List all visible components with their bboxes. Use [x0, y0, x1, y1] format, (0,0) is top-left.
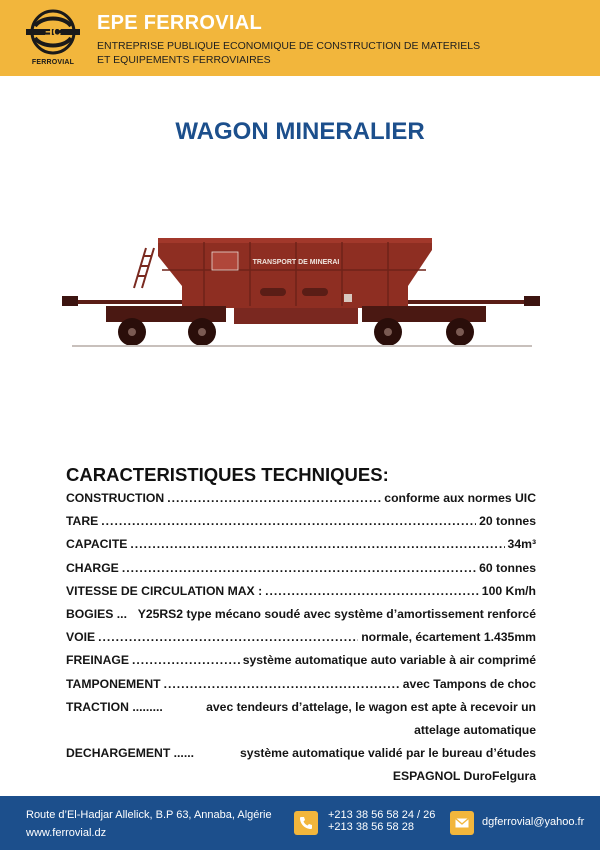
- spec-leader-dots: [132, 653, 240, 667]
- spec-label: BOGIES ...: [66, 606, 127, 621]
- footer-phone-2: +213 38 56 58 28: [328, 821, 414, 833]
- spec-leader-dots: [122, 561, 476, 575]
- spec-label: CAPACITE: [66, 537, 128, 552]
- wagon-side-text: TRANSPORT DE MINERAI: [252, 259, 340, 266]
- spec-value: système automatique auto variable à air comprimé: [242, 653, 536, 668]
- spec-row-bogies: [66, 607, 536, 630]
- spec-leader-dots: [130, 537, 504, 551]
- spec-row-traction-continuation: attelage automatique: [414, 722, 536, 737]
- spec-value: 100 Km/h: [481, 583, 536, 598]
- spec-label: TRACTION .........: [66, 699, 163, 714]
- page-title: WAGON MINERALIER: [175, 118, 425, 145]
- specs-list: [66, 491, 536, 792]
- spec-row-tare: [66, 514, 536, 537]
- spec-value: 60 tonnes: [479, 560, 536, 575]
- spec-value: avec Tampons de choc: [402, 676, 536, 691]
- spec-value: système automatique validé par le bureau d’études: [240, 746, 536, 761]
- spec-leader-dots: [167, 491, 381, 505]
- spec-row-vitesse: [66, 584, 536, 607]
- spec-value: Y25RS2 type mécano soudé avec système d’amortissement renforcé: [137, 606, 536, 621]
- spec-value: conforme aux normes UIC: [384, 491, 536, 505]
- spec-label: CHARGE: [66, 560, 119, 575]
- specs-heading: CARACTERISTIQUES TECHNIQUES:: [66, 464, 389, 485]
- hopper-wagon-illustration: [62, 226, 540, 356]
- spec-row-freinage: [66, 653, 536, 676]
- logo-wordmark: FERROVIAL: [31, 59, 75, 66]
- spec-row-tamponement: [66, 677, 536, 700]
- footer-email-link[interactable]: dgferrovial@yahoo.fr: [482, 816, 585, 828]
- ferrovial-logo: [20, 8, 86, 70]
- company-name: EPE FERROVIAL: [97, 12, 263, 34]
- spec-row-traction: [66, 700, 536, 723]
- spec-label: DECHARGEMENT ......: [66, 746, 194, 761]
- spec-row-construction: [66, 491, 536, 514]
- spec-value: 34m³: [507, 537, 536, 552]
- spec-label: CONSTRUCTION: [66, 491, 165, 505]
- spec-value: 20 tonnes: [479, 514, 536, 529]
- company-description-line-2: ET EQUIPEMENTS FERROVIAIRES: [97, 53, 271, 66]
- spec-leader-dots: [98, 630, 358, 644]
- svg-text:ƎC: ƎC: [44, 25, 62, 39]
- spec-value: avec tendeurs d’attelage, le wagon est apte à recevoir un: [206, 699, 536, 714]
- ferrovial-logo-icon: [20, 8, 86, 58]
- spec-row-dechargement-continuation: ESPAGNOL DuroFelgura: [392, 769, 536, 784]
- spec-leader-dots: [101, 514, 476, 528]
- wagon-photo: [62, 226, 540, 356]
- footer-website-link[interactable]: www.ferrovial.dz: [26, 827, 107, 839]
- spec-row-dechargement: [66, 746, 536, 769]
- spec-label: VOIE: [66, 630, 96, 645]
- spec-row-capacite: [66, 537, 536, 560]
- spec-leader-dots: [164, 677, 400, 691]
- spec-label: TARE: [66, 514, 99, 529]
- phone-icon: [294, 811, 318, 835]
- footer-address: Route d’El-Hadjar Allelick, B.P 63, Annaba, Algérie: [26, 809, 272, 821]
- spec-row-charge: [66, 561, 536, 584]
- company-description: [97, 40, 480, 67]
- spec-label: TAMPONEMENT: [66, 676, 161, 691]
- footer-band: [0, 796, 600, 850]
- envelope-icon: [450, 811, 474, 835]
- spec-label: VITESSE DE CIRCULATION MAX :: [66, 583, 263, 598]
- spec-value: normale, écartement 1.435mm: [361, 630, 536, 645]
- spec-label: FREINAGE: [66, 653, 129, 668]
- header-band: [0, 0, 600, 76]
- company-description-line-1: ENTREPRISE PUBLIQUE ECONOMIQUE DE CONSTRUCTION DE MATERIELS: [97, 40, 481, 52]
- spec-leader-dots: [265, 584, 479, 598]
- spec-row-voie: [66, 630, 536, 653]
- footer-phone-1: +213 38 56 58 24 / 26: [328, 809, 436, 821]
